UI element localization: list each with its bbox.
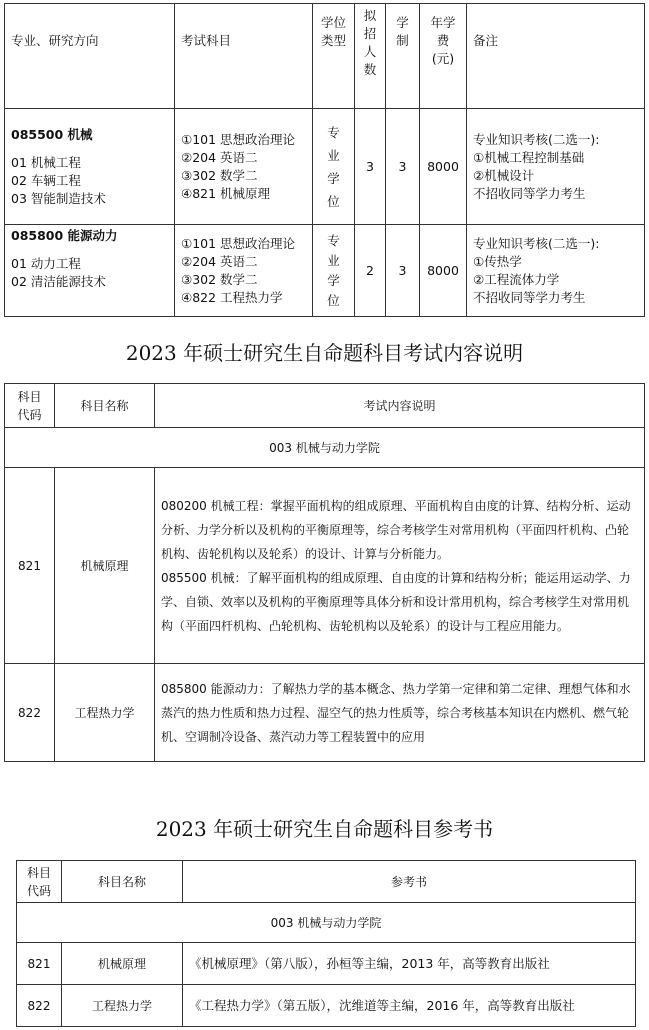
exam-content-table [4, 383, 645, 762]
subject-item: ③302 数学二 [181, 271, 258, 287]
quota-cell: 2 [355, 225, 386, 317]
enrollment-table [4, 3, 645, 317]
subject-item: ②204 英语二 [181, 253, 258, 269]
header-reference-books: 参考书 [183, 861, 636, 903]
reference-books-table [16, 860, 636, 1027]
exam-content-title: 2023 年硕士研究生自命题科目考试内容说明 [125, 341, 524, 365]
reference-book: 《工程热力学》（第五版），沈维道等主编，2016 年，高等教育出版社 [183, 985, 636, 1027]
header-degree-type: 学位 类型 [313, 4, 355, 109]
header-subject-code: 科目 代码 [17, 861, 62, 903]
content-paragraph: 085800 能源动力：了解热力学的基本概念、热力学第一定律和第二定律、理想气体和水蒸汽的热力性质和热力过程、湿空气的热力性质等，综合考核基本知识在内燃机、燃气轮机、空调制冷设备、蒸汽动力等工程装置中的应用 [161, 681, 631, 744]
header-subject-code: 科目 代码 [5, 384, 55, 428]
reference-header-row [17, 861, 636, 903]
exam-content-cell [155, 468, 645, 664]
notes-cell: 专业知识考核(二选一): ①机械工程控制基础 ②机械设计 不招收同等学力考生 [467, 109, 645, 225]
direction-item: 02 车辆工程 [11, 172, 81, 188]
subject-code: 822 [5, 664, 55, 762]
notes-cell: 专业知识考核(二选一): ①传热学 ②工程流体力学 不招收同等学力考生 [467, 225, 645, 317]
subject-item: ②204 英语二 [181, 149, 258, 165]
header-exam-content: 考试内容说明 [155, 384, 645, 428]
subject-code: 821 [5, 468, 55, 664]
major-title: 085500 机械 [11, 126, 93, 142]
duration-cell: 3 [386, 225, 420, 317]
subject-item: ④822 工程热力学 [181, 289, 283, 305]
degree-type-cell: 专 业 学 位 [313, 225, 355, 317]
content-paragraph: 085500 机械：了解平面机构的组成原理、自由度的计算和结构分析；能运用运动学、力学、自锁、效率以及机构的平衡原理等具体分析和设计常用机构，综合考核学生对常用机构（平面四杆机构、凸轮机构、齿轮机构以及轮系）的设计与工程应用能力。 [161, 570, 631, 633]
enrollment-row-085500 [5, 109, 645, 225]
header-quota: 拟 招 人 数 [355, 4, 386, 109]
enrollment-header-row [5, 4, 645, 109]
header-subject-name: 科目名称 [62, 861, 183, 903]
quota-cell: 3 [355, 109, 386, 225]
subject-code: 822 [17, 985, 62, 1027]
exam-content-row-821 [5, 468, 645, 664]
subject-item: ④821 机械原理 [181, 185, 271, 201]
enrollment-row-085800 [5, 225, 645, 317]
major-cell [5, 225, 175, 317]
direction-item: 03 智能制造技术 [11, 190, 106, 206]
header-fee: 年学 费 (元) [420, 4, 467, 109]
reference-row-822 [17, 985, 636, 1027]
subjects-cell [175, 109, 313, 225]
reference-row-821 [17, 943, 636, 985]
subject-name: 机械原理 [55, 468, 155, 664]
exam-content-header-row [5, 384, 645, 428]
subject-name: 机械原理 [62, 943, 183, 985]
fee-cell: 8000 [420, 225, 467, 317]
direction-item: 01 机械工程 [11, 154, 81, 170]
subject-name: 工程热力学 [55, 664, 155, 762]
fee-cell: 8000 [420, 109, 467, 225]
duration-cell: 3 [386, 109, 420, 225]
subject-code: 821 [17, 943, 62, 985]
college-row [17, 903, 636, 943]
college-name: 003 机械与动力学院 [5, 428, 645, 468]
header-duration: 学 制 [386, 4, 420, 109]
reference-books-title: 2023 年硕士研究生自命题科目参考书 [155, 817, 494, 841]
major-cell [5, 109, 175, 225]
header-notes: 备注 [467, 4, 645, 109]
exam-content-row-822 [5, 664, 645, 762]
subject-name: 工程热力学 [62, 985, 183, 1027]
college-name: 003 机械与动力学院 [17, 903, 636, 943]
header-major: 专业、研究方向 [5, 4, 175, 109]
subjects-cell [175, 225, 313, 317]
subject-item: ③302 数学二 [181, 167, 258, 183]
content-paragraph: 080200 机械工程：掌握平面机构的组成原理、平面机构自由度的计算、结构分析、运动分析、力学分析以及机构的平衡原理等，综合考核学生对常用机构（平面四杆机构、凸轮机构、齿轮机构以及轮系）的设计、计算与分析能力。 [161, 498, 631, 561]
header-subjects: 考试科目 [175, 4, 313, 109]
reference-book: 《机械原理》（第八版），孙桓等主编，2013 年，高等教育出版社 [183, 943, 636, 985]
degree-type-cell: 专 业 学 位 [313, 109, 355, 225]
subject-item: ①101 思想政治理论 [181, 235, 296, 251]
major-title: 085800 能源动力 [11, 228, 118, 243]
direction-item: 01 动力工程 [11, 256, 81, 271]
exam-content-cell [155, 664, 645, 762]
direction-item: 02 清洁能源技术 [11, 274, 106, 289]
college-row [5, 428, 645, 468]
subject-item: ①101 思想政治理论 [181, 131, 296, 147]
header-subject-name: 科目名称 [55, 384, 155, 428]
